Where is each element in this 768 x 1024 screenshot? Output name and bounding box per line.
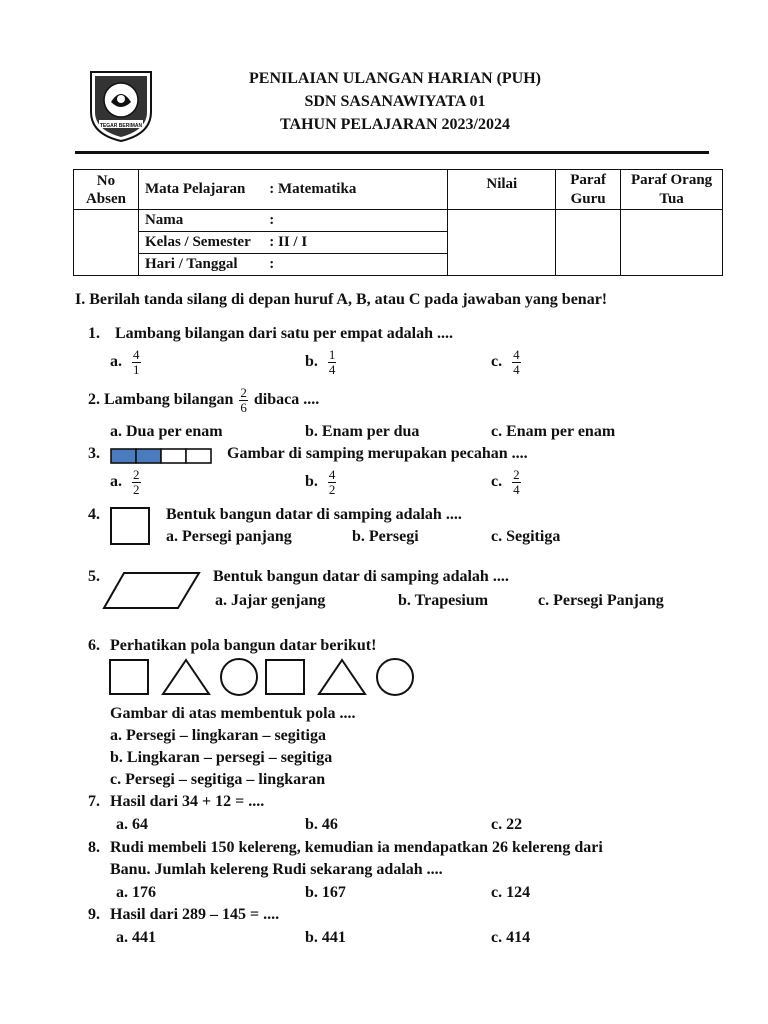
square-icon [110, 507, 150, 550]
logo-motto: TEGAR BERIMAN [99, 123, 143, 129]
q2-number: 2. [88, 391, 100, 409]
q1-option-a-letter: a. [110, 353, 122, 371]
q2-option-b[interactable]: b. Enam per dua [305, 423, 420, 440]
fraction-numerator: 2 [133, 467, 140, 482]
paraf-ortu-header: Paraf Orang Tua [621, 170, 723, 210]
circle-icon [221, 659, 257, 695]
q9-number: 9. [88, 906, 100, 923]
q7-text: Hasil dari 34 + 12 = .... [110, 793, 265, 810]
q1-option-b[interactable] [305, 348, 336, 377]
q4-text: Bentuk bangun datar di samping adalah .... [166, 506, 462, 523]
q6-option-b[interactable]: b. Lingkaran – persegi – segitiga [110, 749, 333, 766]
parallelogram-icon [102, 571, 202, 616]
q8-number: 8. [88, 839, 100, 856]
q2-text-before: Lambang bilangan [104, 391, 234, 409]
paraf-ortu-cell[interactable] [621, 210, 723, 276]
fraction-numerator: 4 [328, 467, 336, 482]
fraction-denominator: 2 [133, 482, 140, 497]
header-divider [75, 151, 709, 154]
no-absen-cell[interactable] [74, 210, 139, 276]
q6-question: Gambar di atas membentuk pola .... [110, 705, 356, 722]
hari-label: Hari / Tanggal [138, 254, 263, 276]
q3-option-c-letter: c. [491, 473, 503, 491]
fraction-denominator: 1 [133, 362, 140, 377]
title-line-3: TAHUN PELAJARAN 2023/2024 [280, 116, 510, 133]
q2-fraction [239, 386, 248, 415]
q3-option-b-letter: b. [305, 473, 318, 491]
hari-field[interactable]: : [263, 254, 448, 276]
nama-field[interactable]: : [263, 210, 448, 232]
q3-text: Gambar di samping merupakan pecahan .... [227, 445, 528, 462]
q3-option-b[interactable] [305, 468, 336, 497]
fraction-denominator: 4 [513, 482, 520, 497]
q9-text: Hasil dari 289 – 145 = .... [110, 906, 280, 923]
q3-option-c-fraction [512, 468, 521, 497]
q9-option-c[interactable]: c. 414 [491, 929, 531, 946]
fraction-numerator: 1 [328, 347, 336, 362]
q5-number: 5. [88, 568, 100, 585]
student-info-table [73, 169, 723, 276]
kelas-field[interactable]: : II / I [263, 232, 448, 254]
title-line-1: PENILAIAN ULANGAN HARIAN (PUH) [249, 70, 541, 87]
q1-number: 1. [88, 325, 100, 342]
school-logo [87, 68, 155, 144]
unshaded-part [161, 449, 186, 463]
q6-text: Perhatikan pola bangun datar berikut! [110, 637, 377, 654]
q5-option-a[interactable]: a. Jajar genjang [215, 592, 326, 609]
q8-option-b[interactable]: b. 167 [305, 884, 346, 901]
fraction-numerator: 4 [513, 347, 520, 362]
q6-option-c[interactable]: c. Persegi – segitiga – lingkaran [110, 771, 326, 788]
q1-option-a[interactable] [110, 348, 141, 377]
q5-option-c[interactable]: c. Persegi Panjang [538, 592, 664, 609]
unshaded-part [186, 449, 211, 463]
nilai-header: Nilai [448, 170, 556, 210]
q2-option-c[interactable]: c. Enam per enam [491, 423, 616, 440]
q7-option-b[interactable]: b. 46 [305, 816, 338, 833]
q5-option-b[interactable]: b. Trapesium [398, 592, 489, 609]
q2-question [88, 386, 319, 415]
q5-text: Bentuk bangun datar di samping adalah .... [213, 568, 509, 585]
q9-option-b[interactable]: b. 441 [305, 929, 346, 946]
fraction-numerator: 4 [133, 347, 140, 362]
q4-option-c[interactable]: c. Segitiga [491, 528, 561, 545]
q8-text-line1: Rudi membeli 150 kelereng, kemudian ia mendapatkan 26 kelereng dari [110, 839, 603, 856]
nama-label: Nama [138, 210, 263, 232]
fraction-denominator: 4 [513, 362, 520, 377]
subject-value: : Matematika [263, 170, 448, 210]
nilai-cell[interactable] [448, 210, 556, 276]
q2-option-a[interactable]: a. Dua per enam [110, 423, 223, 440]
q7-option-a[interactable]: a. 64 [116, 816, 148, 833]
q9-option-a[interactable]: a. 441 [116, 929, 156, 946]
q6-option-a[interactable]: a. Persegi – lingkaran – segitiga [110, 727, 326, 744]
triangle-icon [163, 660, 209, 694]
q1-option-b-fraction [328, 348, 337, 377]
q3-option-a[interactable] [110, 468, 141, 497]
q1-option-c-letter: c. [491, 353, 503, 371]
q7-number: 7. [88, 793, 100, 810]
q1-option-a-fraction [132, 348, 141, 377]
fraction-denominator: 2 [328, 482, 336, 497]
paraf-guru-cell[interactable] [556, 210, 621, 276]
q3-option-b-fraction [328, 468, 337, 497]
q4-option-b[interactable]: b. Persegi [352, 528, 419, 545]
q2-text-after: dibaca .... [253, 391, 320, 409]
q3-fraction-bar [109, 447, 213, 470]
section-instruction: I. Berilah tanda silang di depan huruf A, B, atau C pada jawaban yang benar! [75, 291, 608, 308]
q6-shape-pattern [108, 658, 418, 703]
q6-number: 6. [88, 637, 100, 654]
circle-icon [377, 659, 413, 695]
q7-option-c[interactable]: c. 22 [491, 816, 523, 833]
q3-option-a-fraction [132, 468, 141, 497]
q4-option-a[interactable]: a. Persegi panjang [166, 528, 292, 545]
shaded-part [111, 449, 136, 463]
q3-option-a-letter: a. [110, 473, 122, 491]
no-absen-header: No Absen [74, 170, 139, 210]
q4-number: 4. [88, 506, 100, 523]
q1-text: Lambang bilangan dari satu per empat adalah .... [115, 325, 453, 342]
q3-number: 3. [88, 445, 100, 462]
subject-label: Mata Pelajaran [138, 170, 263, 210]
q8-option-a[interactable]: a. 176 [116, 884, 156, 901]
q1-option-c[interactable] [491, 348, 521, 377]
q8-option-c[interactable]: c. 124 [491, 884, 531, 901]
kelas-label: Kelas / Semester [138, 232, 263, 254]
triangle-icon [319, 660, 365, 694]
q1-option-b-letter: b. [305, 353, 318, 371]
fraction-numerator: 2 [240, 385, 247, 400]
q1-option-c-fraction [512, 348, 521, 377]
q8-text-line2: Banu. Jumlah kelereng Rudi sekarang adalah .... [110, 861, 443, 878]
fraction-denominator: 6 [240, 400, 247, 415]
paraf-guru-header: Paraf Guru [556, 170, 621, 210]
shaded-part [136, 449, 161, 463]
square-icon [266, 660, 304, 694]
fraction-denominator: 4 [328, 362, 336, 377]
q3-option-c[interactable] [491, 468, 521, 497]
title-line-2: SDN SASANAWIYATA 01 [304, 93, 486, 110]
fraction-numerator: 2 [513, 467, 520, 482]
square-icon [110, 660, 148, 694]
